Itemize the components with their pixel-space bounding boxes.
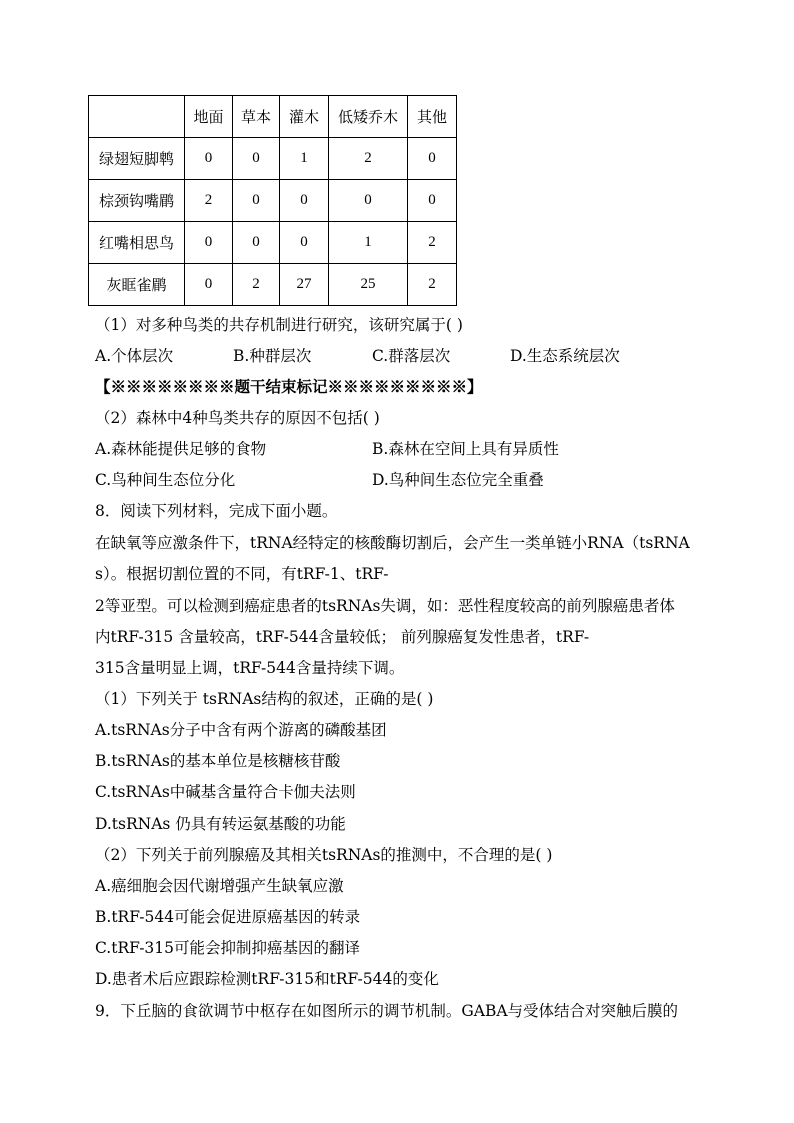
q7-1-option-c: C.群落层次	[372, 347, 451, 365]
table-cell: 0	[185, 138, 233, 180]
bird-name-cell: 绿翅短脚鹎	[89, 138, 185, 180]
q7-2-option-b: B.森林在空间上具有异质性	[372, 440, 559, 458]
table-cell: 2	[233, 264, 280, 306]
table-cell: 2	[329, 138, 408, 180]
table-header-cell: 其他	[408, 96, 457, 138]
table-cell: 2	[185, 180, 233, 222]
table-cell: 0	[185, 222, 233, 264]
q8-2-option-b: B.tRF-544可能会促进原癌基因的转录	[95, 908, 361, 926]
table-cell: 25	[329, 264, 408, 306]
q8-2-option-a: A.癌细胞会因代谢增强产生缺氧应激	[95, 877, 344, 895]
q8-2-option-d: D.患者术后应跟踪检测tRF-315和tRF-544的变化	[95, 970, 439, 988]
bird-name-cell: 灰眶雀鹛	[89, 264, 185, 306]
table-header-cell: 草本	[233, 96, 280, 138]
q7-2-option-a: A.森林能提供足够的食物	[95, 440, 267, 458]
table-cell: 0	[329, 180, 408, 222]
table-header-cell: 地面	[185, 96, 233, 138]
table-row	[89, 180, 457, 222]
table-cell: 1	[280, 138, 329, 180]
q9-stem: 9．下丘脑的食欲调节中枢存在如图所示的调节机制。GABA与受体结合对突触后膜的	[95, 1002, 679, 1020]
table-cell: 0	[280, 222, 329, 264]
q7-1-stem: （1）对多种鸟类的共存机制进行研究，该研究属于( )	[95, 316, 463, 334]
q7-2-stem: （2）森林中4种鸟类共存的原因不包括( )	[95, 409, 380, 427]
q8-material-line: 2等亚型。可以检测到癌症患者的tsRNAs失调，如：恶性程度较高的前列腺癌患者体	[95, 597, 675, 615]
q8-material-line: 315含量明显上调，tRF-544含量持续下调。	[95, 659, 405, 677]
table-cell: 1	[329, 222, 408, 264]
q8-title: 8．阅读下列材料，完成下面小题。	[95, 502, 338, 520]
table-cell: 0	[408, 138, 457, 180]
q7-2-option-d: D.鸟种间生态位完全重叠	[372, 471, 544, 489]
q8-material-line: s）。根据切割位置的不同，有tRF-1、tRF-	[95, 565, 389, 583]
q8-1-option-b: B.tsRNAs的基本单位是核糖核苷酸	[95, 752, 341, 770]
q7-1-option-d: D.生态系统层次	[510, 347, 620, 365]
table-row	[89, 222, 457, 264]
bird-name-cell: 棕颈钩嘴鹛	[89, 180, 185, 222]
table-header-cell	[89, 96, 185, 138]
q7-2-option-c: C.鸟种间生态位分化	[95, 471, 236, 489]
q7-1-option-a: A.个体层次	[95, 347, 174, 365]
bird-name-cell: 红嘴相思鸟	[89, 222, 185, 264]
table-cell: 0	[185, 264, 233, 306]
bird-habitat-table	[88, 95, 457, 306]
q7-1-option-b: B.种群层次	[233, 347, 312, 365]
q8-1-option-d: D.tsRNAs 仍具有转运氨基酸的功能	[95, 815, 346, 833]
q8-1-option-a: A.tsRNAs分子中含有两个游离的磷酸基团	[95, 721, 387, 739]
table-cell: 0	[233, 138, 280, 180]
table-header-cell: 低矮乔木	[329, 96, 408, 138]
table-cell: 27	[280, 264, 329, 306]
q8-material-line: 内tRF-315 含量较高，tRF-544含量较低； 前列腺癌复发性患者，tRF-	[95, 628, 590, 646]
table-cell: 0	[408, 180, 457, 222]
q8-2-option-c: C.tRF-315可能会抑制抑癌基因的翻译	[95, 939, 361, 957]
q8-2-stem: （2）下列关于前列腺癌及其相关tsRNAs的推测中，不合理的是( )	[95, 846, 553, 864]
table-cell: 0	[233, 180, 280, 222]
question-end-marker: 【※※※※※※※※题干结束标记※※※※※※※※※】	[95, 377, 483, 396]
table-header-row	[89, 96, 457, 138]
q8-1-stem: （1）下列关于 tsRNAs结构的叙述，正确的是( )	[95, 690, 434, 708]
table-header-cell: 灌木	[280, 96, 329, 138]
q8-1-option-c: C.tsRNAs中碱基含量符合卡伽夫法则	[95, 783, 356, 801]
table-row	[89, 264, 457, 306]
table-cell: 0	[233, 222, 280, 264]
table-cell: 2	[408, 264, 457, 306]
table-row	[89, 138, 457, 180]
table-cell: 0	[280, 180, 329, 222]
q8-material-line: 在缺氧等应激条件下，tRNA经特定的核酸酶切割后，会产生一类单链小RNA（tsRNA	[95, 534, 690, 552]
table-cell: 2	[408, 222, 457, 264]
